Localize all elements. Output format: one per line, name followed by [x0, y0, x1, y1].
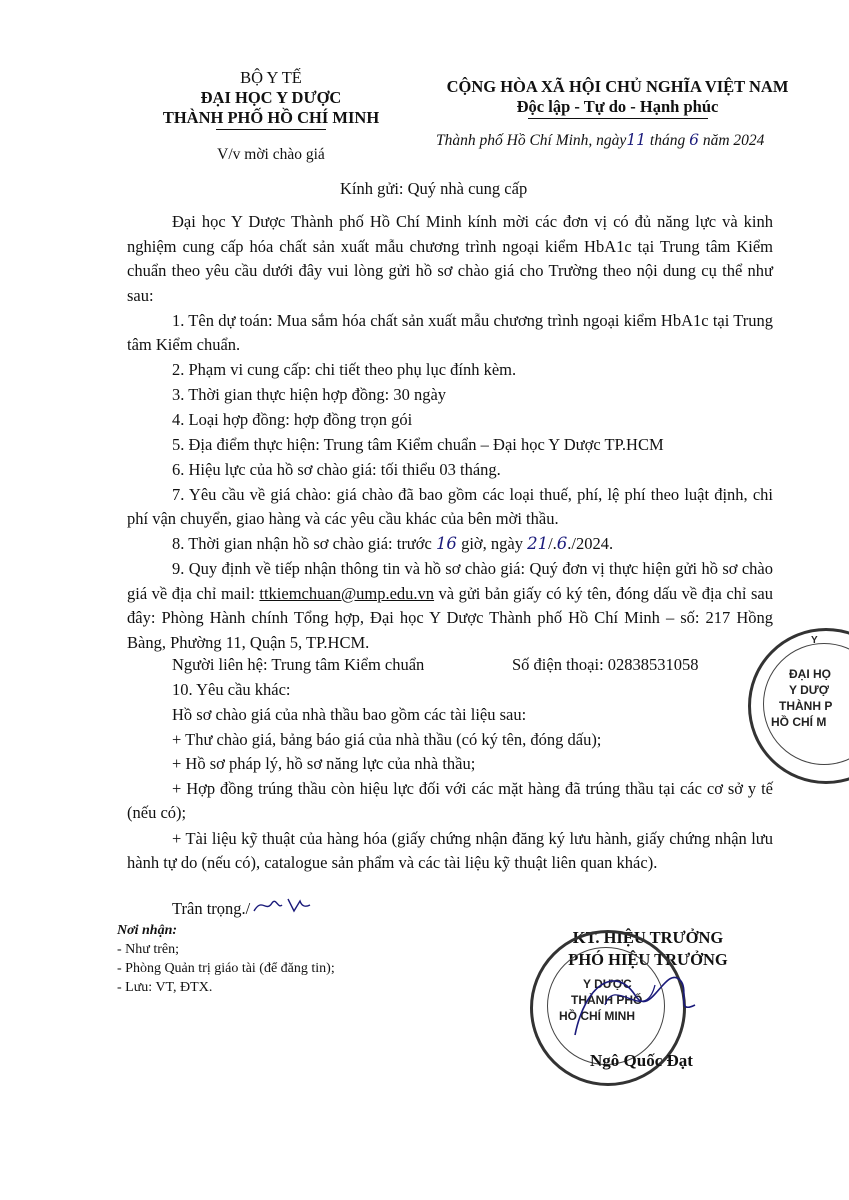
closing: Trân trọng./	[172, 899, 251, 918]
deadline-month: 6	[556, 534, 568, 553]
ministry-name: BỘ Y TẾ	[240, 68, 302, 87]
date-day: 11	[626, 131, 647, 149]
item-8-mid: giờ, ngày	[461, 534, 523, 553]
document-1: + Thư chào giá, bảng báo giá của nhà thầu (có ký tên, đóng dấu);	[172, 730, 602, 749]
recipients-title: Nơi nhận:	[117, 923, 178, 938]
margin-seal-text-0: Y	[811, 635, 818, 646]
item-1: 1. Tên dự toán: Mua sắm hóa chất sản xuất mẫu chương trình ngoại kiểm HbA1c tại Trung tâm Kiểm chuẩn.	[127, 311, 773, 354]
university-name: ĐẠI HỌC Y DƯỢC	[200, 88, 342, 107]
seal-text-3: HỒ CHÍ MINH	[559, 1009, 635, 1023]
document-3: + Hợp đồng trúng thầu còn hiệu lực đối với các mặt hàng đã trúng thầu tại các cơ sở y tế (nếu có);	[127, 779, 773, 822]
item-9-after: và gửi bản giấy có ký tên, đóng dấu về địa chỉ sau đây: Phòng Hành chính Tổng hợp, Đại học Y Dược Thành phố Hồ Chí Minh – số: 217 Hồng Bàng, Phường 11, Quận 5, TP.HCM.	[127, 583, 773, 652]
margin-seal-text-2: Y DƯỢ	[789, 683, 829, 697]
item-9	[127, 557, 773, 655]
contact-phone: Số điện thoại: 02838531058	[512, 655, 699, 674]
recipient-3: - Lưu: VT, ĐTX.	[117, 980, 213, 995]
item-10: 10. Yêu cầu khác:	[172, 680, 291, 699]
date-month: 6	[689, 131, 699, 149]
recipient-2: - Phòng Quản trị giáo tài (để đăng tin);	[117, 961, 335, 976]
contact-person: Người liên hệ: Trung tâm Kiểm chuẩn	[172, 655, 425, 674]
header-divider	[216, 129, 326, 130]
intro-paragraph: Đại học Y Dược Thành phố Hồ Chí Minh kính mời các đơn vị có đủ năng lực và kinh nghiệm cung cấp hóa chất sản xuất mẫu chương trình ngoại kiểm HbA1c tại Trung tâm Kiểm chuẩn theo yêu cầu dưới đây vui lòng gửi hồ sơ chào giá cho Trường theo nội dung cụ thể như sau:	[127, 212, 773, 305]
document-date	[436, 129, 764, 152]
documents-intro: Hồ sơ chào giá của nhà thầu bao gồm các tài liệu sau:	[172, 705, 527, 724]
date-year: năm 2024	[702, 132, 765, 149]
signature-line-1: KT. HIỆU TRƯỞNG	[572, 928, 724, 947]
subject-line: V/v mời chào giá	[217, 146, 325, 163]
item-8	[172, 533, 613, 555]
margin-seal-text-1: ĐẠI HỌ	[789, 667, 831, 681]
country-name: CỘNG HÒA XÃ HỘI CHỦ NGHĨA VIỆT NAM	[446, 77, 789, 96]
recipient-1: - Như trên;	[117, 942, 180, 957]
item-8-prefix: 8. Thời gian nhận hồ sơ chào giá: trước	[172, 534, 432, 553]
item-4: 4. Loại hợp đồng: hợp đồng trọn gói	[172, 410, 413, 429]
item-5: 5. Địa điểm thực hiện: Trung tâm Kiểm chuẩn – Đại học Y Dược TP.HCM	[172, 435, 664, 454]
item-6: 6. Hiệu lực của hồ sơ chào giá: tối thiểu 03 tháng.	[172, 460, 501, 479]
item-8-suffix: ./2024.	[567, 534, 614, 553]
item-7: 7. Yêu cầu về giá chào: giá chào đã bao gồm các loại thuế, phí, lệ phí theo luật định, chi phí vận chuyển, giao hàng và các yêu cầu khác của bên mời thầu.	[127, 485, 773, 528]
national-block	[420, 77, 815, 119]
greeting: Kính gửi: Quý nhà cung cấp	[340, 179, 528, 198]
item-3: 3. Thời gian thực hiện hợp đồng: 30 ngày	[172, 385, 447, 404]
initials-scribble	[252, 893, 312, 919]
date-prefix: Thành phố Hồ Chí Minh, ngày	[436, 132, 627, 149]
signature-line-2: PHÓ HIỆU TRƯỞNG	[568, 950, 728, 969]
motto-underline	[528, 118, 708, 119]
document-4: + Tài liệu kỹ thuật của hàng hóa (giấy chứng nhận đăng ký lưu hành, giấy chứng nhận lưu hành tự do (nếu có), catalogue sản phẩm và các tài liệu kỹ thuật liên quan khác).	[127, 829, 773, 872]
item-2: 2. Phạm vi cung cấp: chi tiết theo phụ lục đính kèm.	[172, 360, 517, 379]
date-month-label: tháng	[649, 132, 686, 149]
university-city: THÀNH PHỐ HỒ CHÍ MINH	[162, 108, 380, 127]
deadline-day: 21	[527, 534, 549, 553]
contact-email-link[interactable]: ttkiemchuan@ump.edu.vn	[259, 583, 435, 603]
item-8-sep: /.	[548, 534, 557, 553]
national-motto: Độc lập - Tự do - Hạnh phúc	[516, 97, 719, 116]
signature-scribble	[555, 945, 705, 1055]
seal-text-2: THÀNH PHỐ	[571, 993, 643, 1007]
issuer-block	[150, 68, 392, 165]
margin-seal-text-3: THÀNH P	[779, 699, 833, 713]
document-2: + Hồ sơ pháp lý, hồ sơ năng lực của nhà thầu;	[172, 754, 476, 773]
recipients	[117, 921, 335, 997]
signatory-name: Ngô Quốc Đạt	[590, 1051, 693, 1070]
seal-text-1: Y DƯỢC	[583, 977, 632, 991]
deadline-hour: 16	[435, 534, 457, 553]
margin-seal-text-4: HỒ CHÍ M	[771, 715, 827, 729]
item-9-before: 9. Quy định về tiếp nhận thông tin và hồ sơ chào giá: Quý đơn vị thực hiện gửi hồ sơ chào giá về địa chỉ mail:	[127, 559, 773, 603]
